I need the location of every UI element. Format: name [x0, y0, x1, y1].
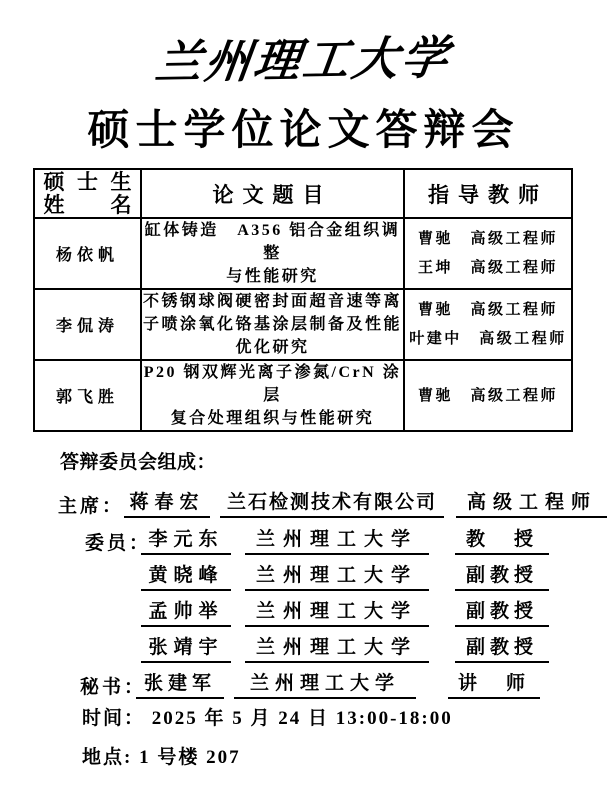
member-title: 副教授: [455, 596, 549, 627]
committee-section-heading: 答辩委员会组成：: [60, 452, 217, 473]
table-row: [34, 218, 572, 289]
members-label: 委员：: [85, 533, 152, 554]
time-label: 时间：: [82, 708, 146, 729]
thesis-title: [141, 360, 404, 431]
chair-name: 蒋春宏: [124, 487, 210, 518]
thesis-title: [141, 289, 404, 360]
thesis-title-line: 复合处理组织与性能研究: [170, 410, 375, 427]
member-affiliation: 兰州理工大学: [245, 560, 429, 591]
advisor-line: 曹驰 高级工程师: [417, 302, 558, 318]
member-title: 教 授: [455, 524, 549, 555]
header-char: 名: [110, 192, 132, 217]
committee-member-line: [85, 632, 549, 663]
member-title: 副教授: [455, 632, 549, 663]
committee-member-line: [85, 524, 549, 555]
location-value: 1 号楼 207: [139, 747, 241, 768]
secretary-title: 讲 师: [448, 668, 540, 699]
header-char: 生: [110, 169, 132, 194]
header-char: 硕: [43, 169, 65, 194]
header-thesis-title: 论文题目: [141, 169, 404, 218]
location-line: [82, 742, 241, 769]
member-name: 孟帅举: [141, 596, 231, 627]
table-header-row: [34, 169, 572, 218]
advisor-line: 曹驰 高级工程师: [417, 387, 558, 404]
defense-schedule-table: [33, 168, 573, 432]
advisor-line: 曹驰 高级工程师: [417, 231, 558, 247]
time-value: 2025 年 5 月 24 日 13:00-18:00: [151, 708, 453, 729]
committee-chair-line: [58, 487, 607, 518]
table-row: [34, 360, 572, 431]
chair-affiliation: 兰石检测技术有限公司: [220, 487, 444, 518]
member-affiliation: 兰州理工大学: [245, 632, 429, 663]
header-char: 士: [77, 169, 98, 194]
thesis-title-line: 子喷涂氧化铬基涂层制备及性能: [142, 316, 402, 333]
location-label: 地点:: [82, 747, 133, 768]
committee-member-line: [85, 596, 549, 627]
student-name: 李侃涛: [34, 289, 141, 360]
member-title: 副教授: [455, 560, 549, 591]
time-line: [82, 703, 453, 730]
committee-secretary-line: [80, 668, 540, 699]
member-affiliation: 兰州理工大学: [245, 524, 429, 555]
secretary-label: 秘书：: [80, 677, 147, 698]
thesis-title-line: 优化研究: [235, 339, 310, 356]
advisors: [404, 289, 572, 360]
committee-member-line: [85, 560, 549, 591]
thesis-title-line: 不锈钢球阀硬密封面超音速等离: [142, 293, 402, 310]
page-title: 硕士学位论文答辩会: [87, 108, 520, 154]
chair-title: 高级工程师: [456, 487, 607, 518]
student-name: 郭飞胜: [34, 360, 141, 431]
university-logo-calligraphy: 兰州理工大学: [152, 32, 454, 89]
student-name: 杨依帆: [34, 218, 141, 289]
advisors: [404, 360, 572, 431]
thesis-title-line: P20 钢双辉光离子渗氮/CrN 涂层: [143, 364, 402, 404]
member-affiliation: 兰州理工大学: [245, 596, 429, 627]
member-name: 张靖宇: [141, 632, 231, 663]
thesis-title-line: 缸体铸造 A356 铝合金组织调整: [144, 222, 401, 262]
member-name: 李元东: [141, 524, 231, 555]
advisor-line: 叶建中 高级工程师: [409, 331, 567, 347]
thesis-title: [141, 218, 404, 289]
member-name: 黄晓峰: [141, 560, 231, 591]
chair-label: 主席：: [58, 496, 125, 517]
header-char: 姓: [43, 192, 65, 217]
thesis-title-line: 与性能研究: [226, 268, 319, 285]
advisors: [404, 218, 572, 289]
advisor-line: 王坤 高级工程师: [417, 260, 558, 276]
header-advisor: 指导教师: [404, 169, 572, 218]
secretary-name: 张建军: [136, 668, 224, 699]
table-row: [34, 289, 572, 360]
secretary-affiliation: 兰州理工大学: [234, 668, 416, 699]
header-student-name: [34, 169, 141, 218]
